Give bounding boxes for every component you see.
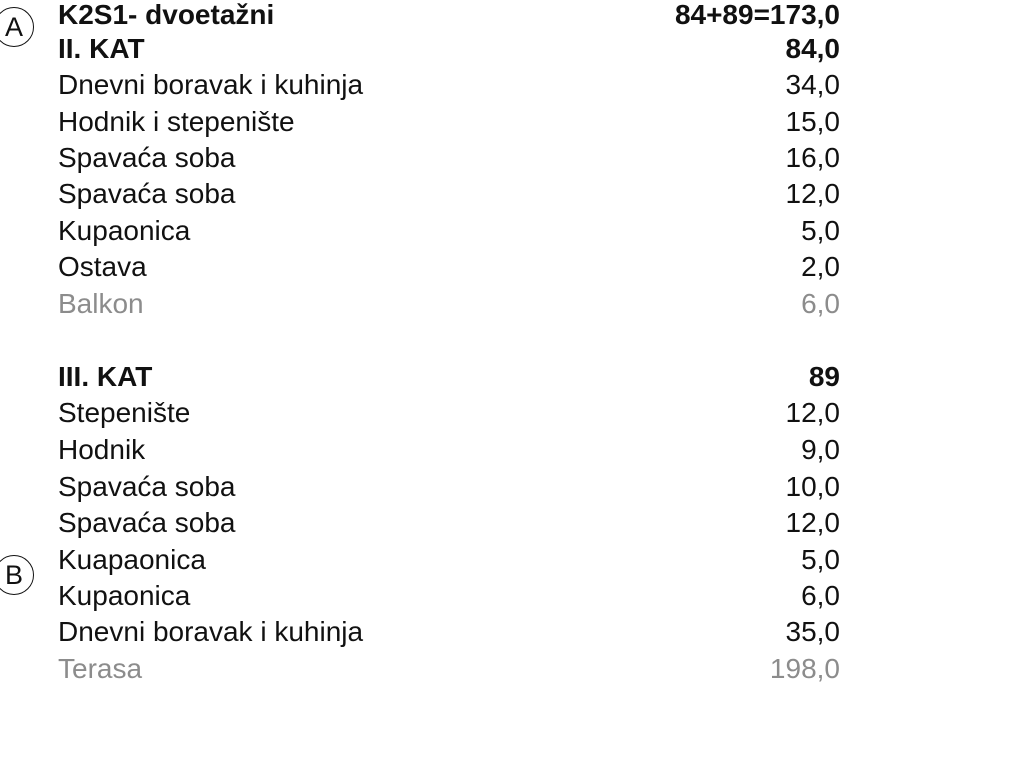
title-value: 84+89=173,0 [674,0,840,30]
floor2-room-row [58,213,840,249]
floor2-heading-label: II. KAT [58,33,145,64]
room-label: Dnevni boravak i kuhinja [58,616,364,647]
room-label: Dnevni boravak i kuhinja [58,69,364,100]
floor3-room-row [58,469,840,505]
floor2-room-row [58,286,840,322]
marker-b [0,555,34,595]
room-value: 35,0 [785,616,840,647]
room-value: 6,0 [801,288,840,319]
floor3-room-row [58,651,840,687]
floor2-room-row [58,249,840,285]
room-value: 198,0 [769,653,840,684]
room-value: 12,0 [785,178,840,209]
title-row [58,0,840,33]
room-value: 5,0 [801,215,840,246]
room-value: 34,0 [785,69,840,100]
room-label: Kupaonica [58,580,191,611]
room-value: 9,0 [801,434,840,465]
title-label: K2S1- dvoetažni [58,0,275,30]
room-label: Stepenište [58,397,191,428]
room-value: 12,0 [785,397,840,428]
room-label: Kupaonica [58,215,191,246]
room-label: Spavaća soba [58,471,236,502]
floor3-room-row [58,432,840,468]
room-label: Kuapaonica [58,544,206,575]
floor3-heading [58,359,840,395]
room-label: Spavaća soba [58,178,236,209]
room-value: 2,0 [801,251,840,282]
floor2-room-row [58,176,840,212]
floor2-room-row [58,104,840,140]
room-value: 10,0 [785,471,840,502]
floor3-room-row [58,505,840,541]
floor3-room-row [58,542,840,578]
marker-a-label: A [4,11,23,42]
floor3-heading-label: III. KAT [58,361,153,392]
floor3-room-row [58,614,840,650]
room-value: 12,0 [785,507,840,538]
room-label: Hodnik [58,434,146,465]
marker-a [0,7,34,47]
room-label: Hodnik i stepenište [58,106,295,137]
room-label: Balkon [58,288,144,319]
floor2-heading [58,31,840,67]
room-label: Spavaća soba [58,507,236,538]
floor2-room-row [58,140,840,176]
room-label: Ostava [58,251,147,282]
marker-b-label: B [4,559,23,590]
floor3-room-row [58,578,840,614]
floor3-room-row [58,395,840,431]
floor3-heading-value: 89 [808,361,840,392]
floor2-room-row [58,67,840,103]
room-label: Terasa [58,653,143,684]
room-value: 15,0 [785,106,840,137]
room-value: 5,0 [801,544,840,575]
room-label: Spavaća soba [58,142,236,173]
floor2-heading-value: 84,0 [785,33,840,64]
room-value: 16,0 [785,142,840,173]
room-value: 6,0 [801,580,840,611]
